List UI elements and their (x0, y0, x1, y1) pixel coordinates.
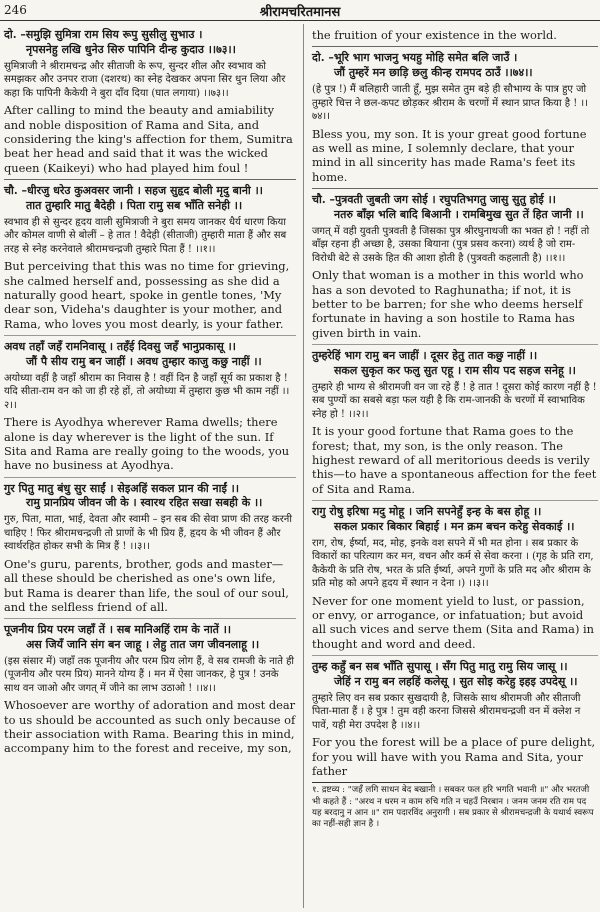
chaupai-1 (4, 184, 296, 214)
running-title: श्रीरामचरितमानस (259, 5, 341, 20)
footnote: १. द्रष्टव्य : "जहँ लगि साधन बेद बखानी । सबकर फल हरि भगति भवानी ॥" और भरतजी भी कहते हैं : "अरथ न धरम न काम रुचि गति न चहउँ निरबान । जनम जनम रति राम पद यह बरदानु न आन ॥" राम पदारविंद अनुरागी । सब प्रकार से श्रीरामचन्द्रजी के यथार्थ स्वरूप का नहीं-सही ज्ञान है । (312, 785, 594, 829)
footnote-rule (312, 782, 432, 783)
hindi-commentary: जगत् में वही युवती पुत्रवती है जिसका पुत्र श्रीरघुनाथजी का भक्त हो ! नहीं तो बाँझ रहना ही अच्छा है, उसका बियाना (पुत्र प्रसव करना) व्यर्थ है जो राम-विरोधी बेटे से उसके हित की आशा होती है (पुत्रवती कहलाती है) ।।१।। (312, 225, 590, 264)
verse-line: नृपसनेहु लखि धुनेउ सिरु पापिनि दीन्ह कुदाउ ।।७३।। (26, 42, 236, 56)
verse-line: सकल सुकृत कर फलु सुत एहू । राम सीय पद सहज सनेहू ।। (334, 363, 576, 377)
english-translation: Never for one moment yield to lust, or passion, or envy, or arrogance, or infatuation; but avoid all such vices and serve them (Sita and Rama) in thought and word and deed. (312, 593, 595, 651)
verse-line: सकल प्रकार बिकार बिहाई । मन क्रम बचन करेहु सेवकाई ।। (334, 519, 575, 533)
divider (312, 344, 598, 345)
divider (4, 179, 296, 180)
right-column (312, 28, 598, 830)
verse-line: जौं तुम्हरें मन छाड़ि छलु कीन्ह रामपद ठाउँ ।।७४।। (334, 66, 533, 80)
english-translation: Bless you, my son. It is your great good fortune as well as mine, I solemnly declare, that your mind in all sincerity has made Rama's feet its home. (312, 126, 587, 184)
hindi-commentary: सुमित्राजी ने श्रीरामचन्द्र और सीताजी के रूप, सुन्दर शील और स्वभाव को समझकर और उनपर राजा (दशरथ) का स्नेह देखकर अपना सिर धुन लिया और कहा कि पापिनी कैकेयी ने बुरा दाँव दिया (घात लगाया) ।।७३।। (4, 60, 286, 99)
verse-line: तात तुम्हारि मातु बैदेही । पिता रामु सब भाँति सनेही ।। (26, 198, 243, 212)
page-number: 246 (4, 3, 27, 17)
chaupai-2 (312, 349, 598, 379)
hindi-commentary: तुम्हारे लिए वन सब प्रकार सुखदायी है, जिसके साथ श्रीरामजी और सीताजी पिता-माता हैं । हे पुत्र ! तुम वही करना जिससे श्रीरामचन्द्रजी वन में क्लेश न पावें, यही मेरा उपदेश है ।।४।। (312, 692, 581, 731)
verse-line: जेहिं न रामु बन लहहिं कलेसू । सुत सोइ करेहु इहइ उपदेसू ।। (334, 674, 578, 688)
chaupai-3 (4, 482, 296, 512)
english-translation: One's guru, parents, brother, gods and master—all these should be cherished as one's own life, but Rama is dearer than life, the soul of our soul, and the selfless friend of all. (4, 556, 289, 614)
verse-line: चौ. –पुत्रवती जुबती जग सोई । रघुपतिभगतु जासु सुतु होई ।। (312, 192, 556, 206)
verse-line: दो. –भूरि भाग भाजनु भयहु मोहि समेत बलि जाउँ । (312, 51, 518, 65)
page-header (0, 0, 600, 21)
verse-line: पूजनीय प्रिय परम जहाँ तें । सब मानिअहिं राम के नातें ।। (4, 623, 232, 637)
divider (312, 46, 598, 47)
english-translation: It is your good fortune that Rama goes to the forest; that, my son, is the only reason. The highest reward of all meritorious deeds is verily this—to have a spontaneous affection for the feet of Sita and Rama. (312, 424, 597, 496)
english-translation: But perceiving that this was no time for grieving, she calmed herself and, possessing as she did a naturally good heart, spoke in gentle tones, 'My dear son, Videha's daughter is your mother, and Rama, who loves you most dearly, is your father. (4, 259, 290, 331)
english-translation: There is Ayodhya wherever Rama dwells; there alone is day wherever is the light of the sun. If Sita and Rama are really going to the woods, you have no business at Ayodhya. (4, 415, 290, 473)
chaupai-4 (312, 660, 598, 690)
verse-line: अवध तहाँ जहँ रामनिवासू । तहँई दिवसु जहँ भानुप्रकासू ।। (4, 339, 236, 353)
chaupai-2 (4, 340, 296, 370)
verse-line: अस जियँ जानि संग बन जाहू । लेहु तात जग जीवनलाहू ।। (26, 638, 260, 652)
divider (312, 188, 598, 189)
chaupai-3 (312, 505, 598, 535)
divider (312, 500, 598, 501)
english-translation: Whosoever are worthy of adoration and most dear to us should be accounted as such only because of their association with Rama. Bearing this in mind, accompany him to the forest and receive, my son, (4, 698, 296, 756)
english-translation: After calling to mind the beauty and amiability and noble disposition of Rama and Sita, and considering the king's affection for them, Sumitra beat her head and said that it was the wicked queen (Kaikeyi) who had played him foul ! (4, 103, 293, 175)
hindi-commentary: तुम्हारे ही भाग्य से श्रीरामजी वन जा रहे हैं ! हे तात ! दूसरा कोई कारण नहीं है ! सब पुण्यों का सबसे बड़ा फल यही है कि राम-जानकी के चरणों में स्वाभाविक स्नेह हो ! ।।२।। (312, 381, 597, 420)
hindi-commentary: (इस संसार में) जहाँ तक पूजनीय और परम प्रिय लोग हैं, वे सब रामजी के नाते ही (पूजनीय और परम प्रिय) मानने योग्य हैं । मन में ऐसा जानकर, हे पुत्र ! उनके साथ वन जाओ और जगत् में जीने का लाभ उठाओ ! ।।४।। (4, 655, 295, 694)
hindi-commentary: स्वभाव ही से सुन्दर हृदय वाली सुमित्राजी ने बुरा समय जानकर धैर्य धारण किया और कोमल वाणी से बोलीं – हे तात ! वैदेही (सीताजी) तुम्हारी माता हैं और सब तरह से स्नेह करनेवाले श्रीरामचन्द्रजी तुम्हारे पिता हैं ! ।।१।। (4, 216, 287, 255)
verse-line: रागु रोषु इरिषा मदु मोहू । जनि सपनेहुँ इन्ह के बस होहू ।। (312, 504, 542, 518)
chaupai-1 (312, 193, 598, 223)
verse-line: नतरु बाँझ भलि बादि बिआनी । रामबिमुख सुत तें हित जानी ।। (334, 207, 584, 221)
divider (4, 477, 296, 478)
english-translation-continued: the fruition of your existence in the world. (312, 28, 557, 42)
left-column (4, 26, 296, 760)
hindi-commentary: (हे पुत्र !) मैं बलिहारी जाती हूँ, मुझ समेत तुम बड़े ही सौभाग्य के पात्र हुए जो तुम्हारे चित्त ने छल-कपट छोड़कर श्रीराम के चरणों में स्थान प्राप्त किया है ! ।।७४।। (312, 84, 588, 123)
english-translation: Only that woman is a mother in this world who has a son devoted to Raghunatha; if not, it is better to be barren; for she who deems herself fortunate in having a son hostile to Rama has given birth in vain. (312, 268, 584, 340)
english-translation: For you the forest will be a place of pure delight, for you will have with you Rama and Sita, your father (312, 735, 596, 778)
verse-line: रामु प्रानप्रिय जीवन जी के । स्वारथ रहित सखा सबही के ।। (26, 496, 263, 510)
verse-line: दो. –समुझि सुमित्रा राम सिय रूपु सुसीलु सुभाउ । (4, 28, 203, 41)
hindi-commentary: अयोध्या वहीं है जहाँ श्रीराम का निवास है ! वहीं दिन है जहाँ सूर्य का प्रकाश है ! यदि सीता-राम वन को जा ही रहे हों, तो अयोध्या में तुम्हारा कुछ भी काम नहीं ।।२।। (4, 372, 290, 411)
divider (312, 655, 598, 656)
verse-line: गुर पितु मातु बंधु सुर साईं । सेइअहिं सकल प्रान की नाईं ।। (4, 481, 240, 495)
verse-line: तुम्ह कहुँ बन सब भाँति सुपासू । सँग पितु मातु रामु सिय जासू ।। (312, 660, 568, 674)
hindi-commentary: गुरु, पिता, माता, भाई, देवता और स्वामी – इन सब की सेवा प्राण की तरह करनी चाहिए ! फिर श्रीरामचन्द्रजी तो प्राणों के भी प्रिय हैं, हृदय के भी जीवन हैं और स्वार्थरहित होकर सभी के मित्र हैं ! ।।३।। (4, 514, 292, 553)
divider (4, 335, 296, 336)
verse-line: चौ. –धीरजु धरेउ कुअवसर जानी । सहज सुहृद बोली मृदु बानी ।। (4, 183, 263, 197)
hindi-commentary: राग, रोष, ईर्ष्या, मद, मोह, इनके वश सपने में भी मत होना । सब प्रकार के विकारों का परित्याग कर मन, वचन और कर्म से सेवा करना । (गृह के प्रति राग, कैकेयी के प्रति रोष, भरत के प्रति ईर्ष्या, अपने गुणों के प्रति मद और श्रीराम के प्रति मोह को अपने हृदय में स्थान न देना ।) ।।३।। (312, 537, 594, 590)
verse-line: तुम्हरेहिं भाग रामु बन जाहीं । दूसर हेतु तात कछु नाहीं ।। (312, 348, 538, 362)
column-divider (303, 24, 304, 908)
chaupai-4 (4, 623, 296, 653)
divider (4, 618, 296, 619)
doha-74 (312, 51, 598, 81)
verse-line: जौं पै सीय रामु बन जाहीं । अवध तुम्हार काजु कछु नाहीं ।। (26, 354, 262, 368)
doha-73 (4, 28, 296, 58)
